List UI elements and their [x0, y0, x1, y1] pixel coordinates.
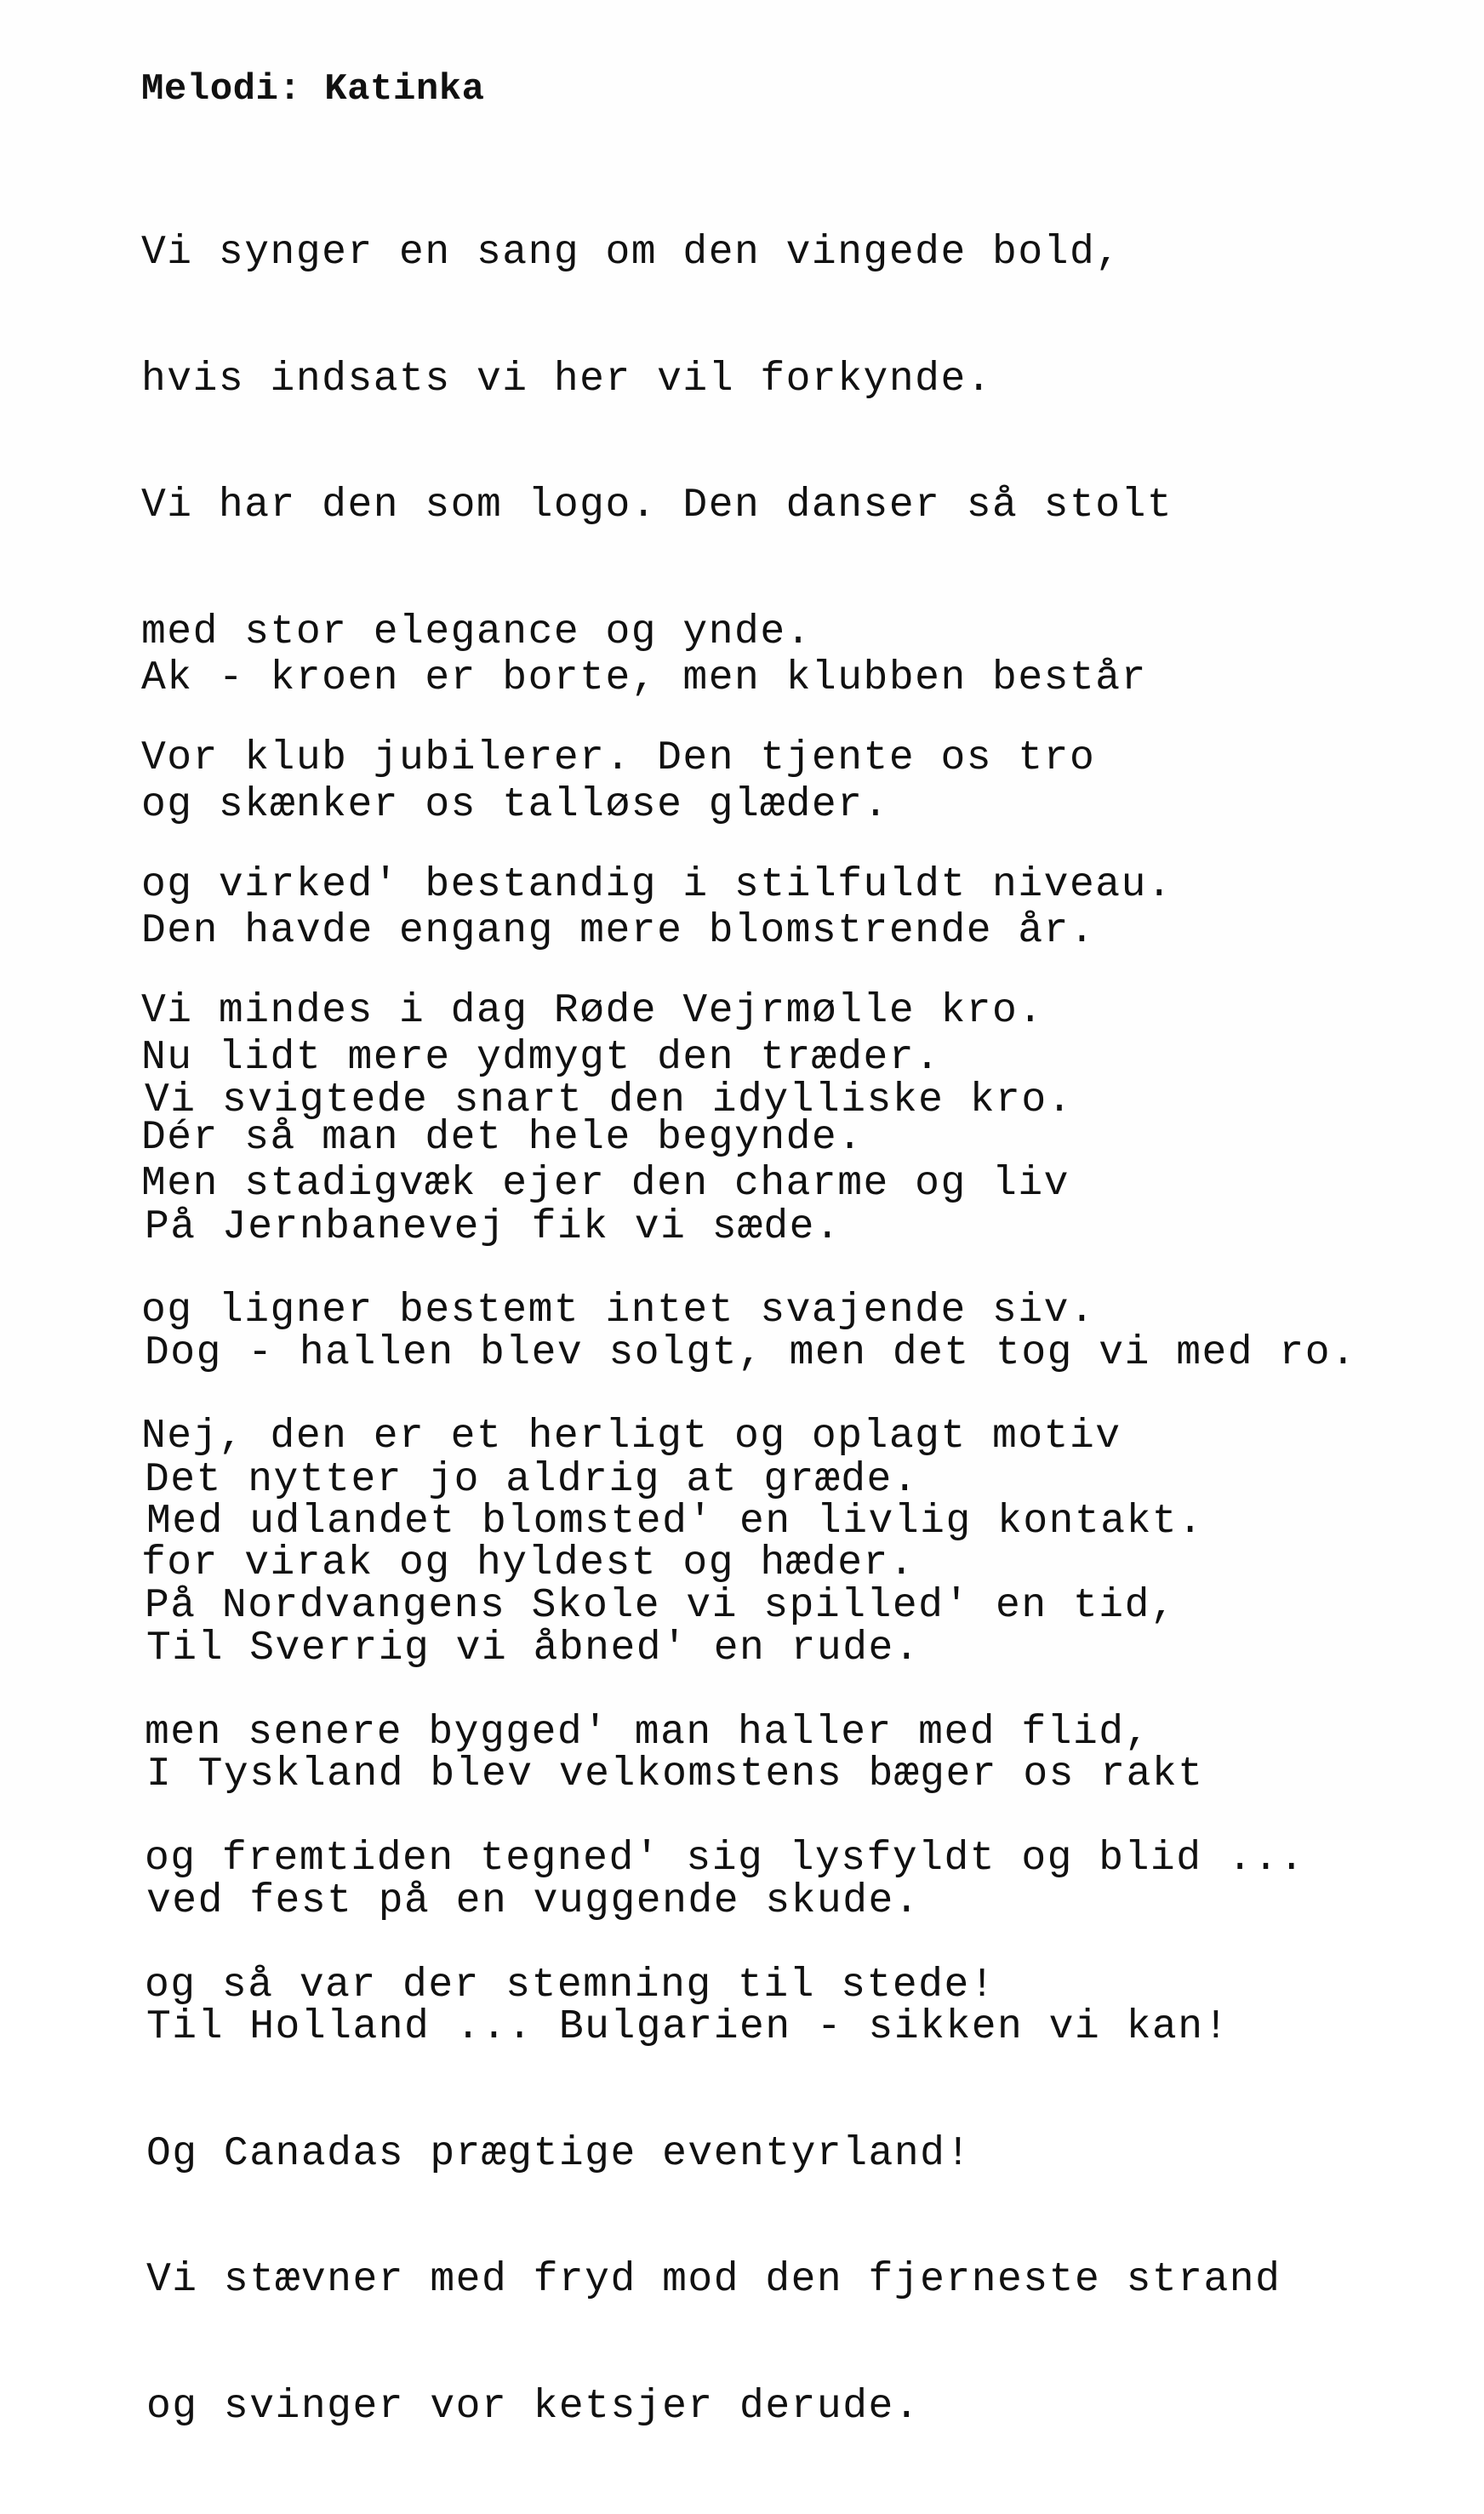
song-title: Melodi: Katinka: [141, 68, 485, 111]
verse-line: ved fest på en vuggende skude.: [146, 1877, 921, 1924]
verse-line: På Nordvangens Skole vi spilled' en tid,: [145, 1583, 1177, 1629]
verse-line: På Jernbanevej fik vi sæde.: [145, 1203, 842, 1250]
verse-line: Til Holland ... Bulgarien - sikken vi kan!: [146, 2004, 1230, 2050]
verse-line: Ak - kroen er borte, men klubben består: [141, 655, 1147, 701]
verse-line: med stor elegance og ynde.: [141, 609, 812, 655]
verse-line: Dér så man det hele begynde.: [141, 1114, 864, 1161]
verse-line: Vi synger en sang om den vingede bold,: [141, 230, 1122, 276]
verse-line: og så var der stemning til stede!: [145, 1962, 996, 2008]
verse-line: Vor klub jubilerer. Den tjente os tro: [141, 735, 1096, 781]
verse-line: Vi svigtede snart den idylliske kro.: [145, 1077, 1073, 1123]
verse-line: Den havde engang mere blomstrende år.: [141, 908, 1096, 954]
verse-line: Nej, den er et herligt og oplagt motiv: [141, 1414, 1122, 1460]
verse-line: Og Canadas prægtige eventyrland!: [146, 2130, 972, 2177]
stanza-4: [146, 1417, 1281, 2512]
verse-line: hvis indsats vi her vil forkynde.: [141, 356, 993, 403]
verse-line: Dog - hallen blev solgt, men det tog vi med ro.: [145, 1330, 1357, 1376]
verse-line: og fremtiden tegned' sig lysfyldt og blid ...: [145, 1836, 1305, 1882]
verse-line: og virked' bestandig i stilfuldt niveau.: [141, 861, 1173, 908]
verse-line: Vi har den som logo. Den danser så stolt: [141, 483, 1173, 529]
verse-line: men senere bygged' man haller med flid,: [145, 1709, 1150, 1756]
verse-line: Nu lidt mere ydmygt den træder.: [141, 1034, 941, 1081]
verse-line: Med udlandet blomsted' en livlig kontakt.: [146, 1499, 1204, 1545]
verse-line: Men stadigvæk ejer den charme og liv: [141, 1161, 1070, 1207]
verse-line: og skænker os talløse glæder.: [141, 781, 889, 828]
verse-line: Vi mindes i dag Røde Vejrmølle kro.: [141, 988, 1044, 1034]
verse-line: Det nytter jo aldrig at græde.: [145, 1456, 919, 1503]
verse-line: og ligner bestemt intet svajende siv.: [141, 1287, 1096, 1334]
verse-line: I Tyskland blev velkomstens bæger os rakt: [146, 1751, 1204, 1797]
verse-line: og svinger vor ketsjer derude.: [146, 2383, 921, 2430]
verse-line: Til Sverrig vi åbned' en rude.: [146, 1625, 921, 1671]
verse-line: for virak og hyldest og hæder.: [141, 1540, 916, 1586]
verse-line: Vi stævner med fryd mod den fjerneste strand: [146, 2257, 1281, 2303]
